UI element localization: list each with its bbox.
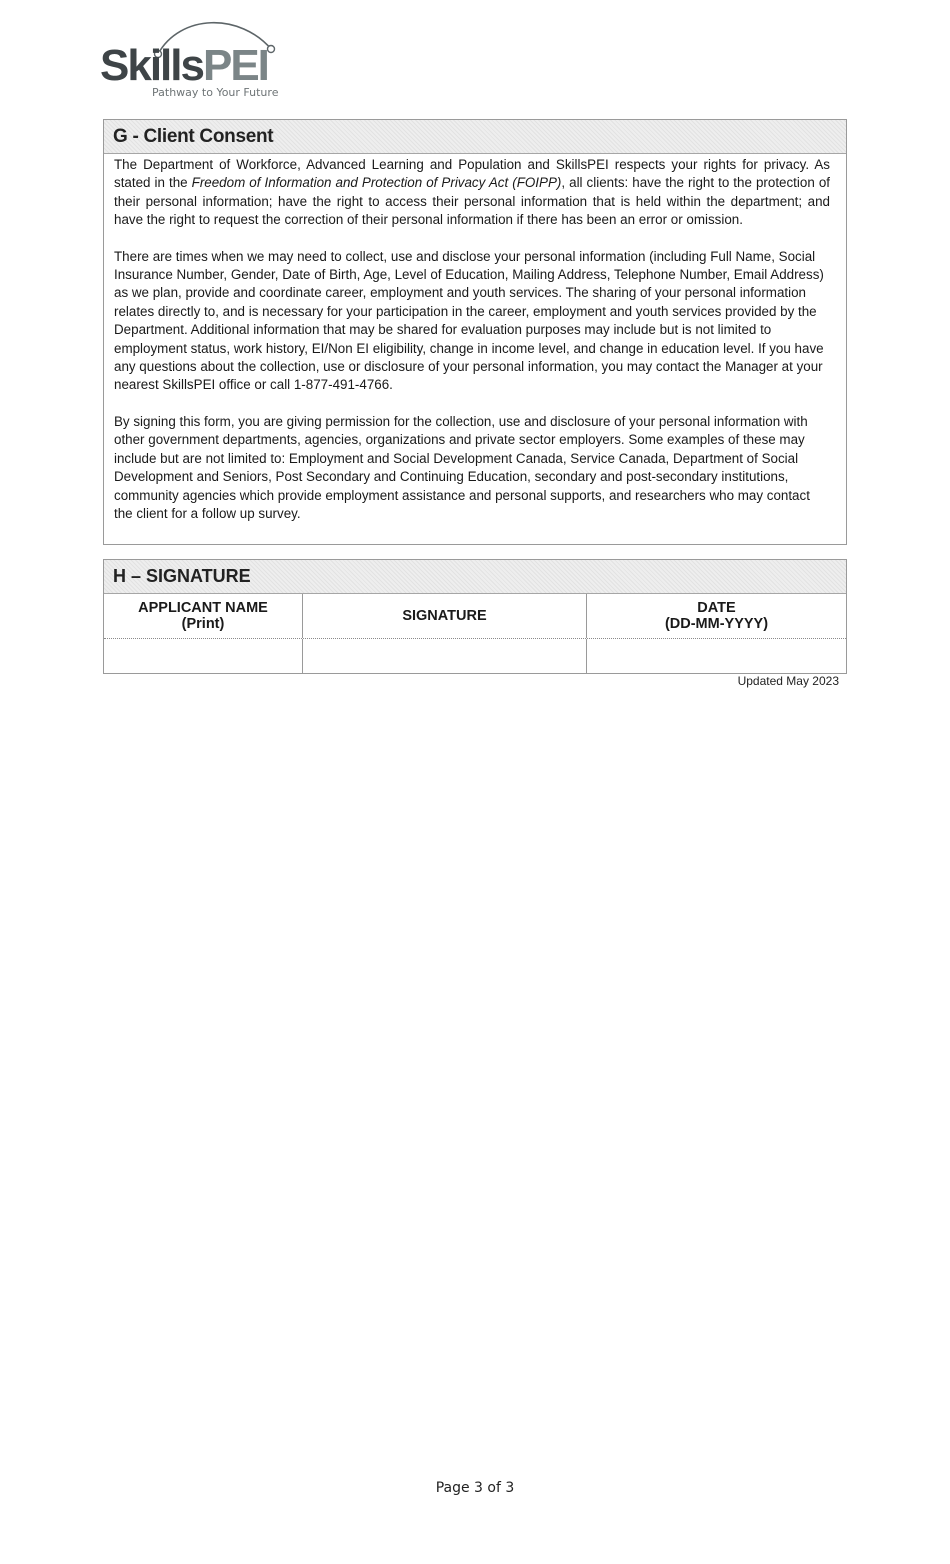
applicant-name-label: APPLICANT NAME	[138, 600, 268, 616]
signature-section	[103, 559, 847, 674]
updated-date: Updated May 2023	[737, 674, 839, 688]
client-consent-title: G - Client Consent	[104, 120, 846, 154]
consent-paragraph-1	[114, 156, 830, 230]
signature-header	[303, 594, 587, 638]
date-field[interactable]	[587, 639, 846, 674]
consent-paragraph-2: There are times when we may need to collect, use and disclose your personal information (including Full Name, Social Insurance Number, Gender, Date of Birth, Age, Level of Education, Mailing Address, Telephone Number, Email Address) as we plan, provide and coordinate career, employment and youth services. The sharing of your personal information relates directly to, and is necessary for your participation in the career, employment and youth services provided by the Department. Additional information that may be shared for evaluation purposes may include but is not limited to employment status, work history, EI/Non EI eligibility, change in income level, and change in education level. If you have any questions about the collection, use or disclosure of your personal information, you may contact the Manager at your nearest SkillsPEI office or call 1-877-491-4766.	[114, 248, 824, 393]
signature-header-row	[104, 594, 846, 639]
signature-entry-row	[104, 639, 846, 674]
signature-field[interactable]	[303, 639, 587, 674]
date-header	[587, 594, 846, 638]
applicant-name-header	[104, 594, 303, 638]
logo-pei: PEI	[202, 41, 268, 90]
date-format-label: (DD-MM-YYYY)	[664, 616, 769, 632]
foipp-act-name: Freedom of Information and Protection of Privacy Act (FOIPP)	[191, 175, 562, 191]
skillspei-logo	[100, 14, 300, 100]
signature-table	[104, 594, 846, 674]
logo-skills: Skills	[100, 41, 203, 90]
signature-label: SIGNATURE	[402, 608, 487, 624]
logo-wordmark	[100, 41, 268, 90]
date-label: DATE	[697, 600, 736, 616]
consent-p1-start: The Department of Workforce, Advanced Learning and Population and SkillsPEI respects your rights for privacy. As stated in the	[114, 157, 830, 191]
consent-paragraph-3: By signing this form, you are giving permission for the collection, use and disclosure of your personal information with other government departments, agencies, organizations and private sector employers. Some examples of these may include but are not limited to: Employment and Social Development Canada, Service Canada, Department of Social Development and Seniors, Post Secondary and Continuing Education, secondary and post-secondary institutions, community agencies which provide employment assistance and personal supports, and researchers who may contact the client for a follow up survey.	[114, 413, 810, 521]
logo-tagline: Pathway to Your Future	[152, 86, 279, 99]
applicant-name-print-label: (Print)	[181, 616, 225, 632]
signature-title: H – SIGNATURE	[104, 560, 846, 594]
client-consent-body	[104, 154, 846, 523]
page-number: Page 3 of 3	[435, 1480, 515, 1496]
client-consent-section	[103, 119, 847, 545]
applicant-name-field[interactable]	[104, 639, 303, 674]
consent-p1-end: , all clients: have the right to the protection of their personal information; have the right to access their personal information that is held within the department; and have the right to request the correction of their personal information if there has been an error or omission.	[114, 175, 830, 228]
